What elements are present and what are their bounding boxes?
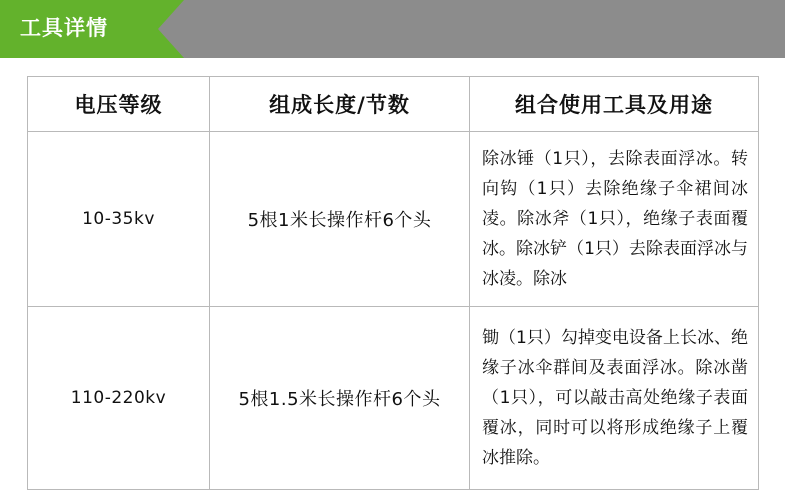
cell-usage: 锄（1只）勾掉变电设备上长冰、绝缘子冰伞群间及表面浮冰。除冰凿（1只），可以敲击高处绝缘子表面覆冰，同时可以将形成绝缘子上覆冰推除。 — [470, 307, 759, 490]
cell-length: 5根1.5米长操作杆6个头 — [210, 307, 470, 490]
column-header-voltage: 电压等级 — [28, 77, 210, 132]
section-header-banner — [0, 0, 785, 58]
table-header — [28, 77, 759, 132]
cell-usage: 除冰锤（1只），去除表面浮冰。转向钩（1只）去除绝缘子伞裙间冰凌。除冰斧（1只），绝缘子表面覆冰。除冰铲（1只）去除表面浮冰与冰凌。除冰 — [470, 132, 759, 307]
spec-table — [27, 76, 759, 490]
table-body — [28, 132, 759, 490]
cell-voltage: 10-35kv — [28, 132, 210, 307]
banner-arrow-shape — [158, 0, 184, 58]
cell-length: 5根1米长操作杆6个头 — [210, 132, 470, 307]
spec-table-wrapper — [27, 76, 758, 490]
page-title: 工具详情 — [20, 16, 108, 40]
column-header-length: 组成长度/节数 — [210, 77, 470, 132]
column-header-usage: 组合使用工具及用途 — [470, 77, 759, 132]
table-row — [28, 307, 759, 490]
table-header-row — [28, 77, 759, 132]
table-row — [28, 132, 759, 307]
cell-voltage: 110-220kv — [28, 307, 210, 490]
